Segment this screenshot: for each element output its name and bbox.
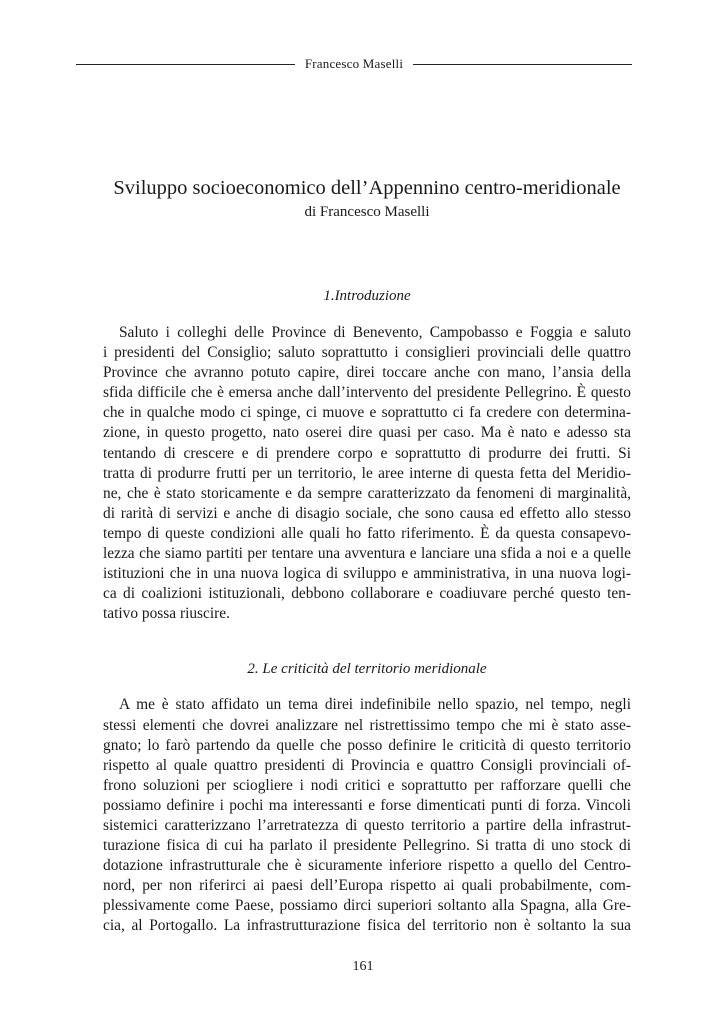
text-line: tempo di queste condizioni alle quali ho fatto riferimento. È da questa consapevo- [103, 524, 631, 542]
running-header [76, 56, 632, 72]
text-line: A me è stato affidato un tema direi indefinibile nello spazio, nel tempo, negli [119, 696, 631, 714]
text-line: Saluto i colleghi delle Province di Benevento, Campobasso e Foggia e saluto [119, 324, 631, 341]
text-line: istituzioni che in una nuova logica di sviluppo e amministrativa, in una nuova logi- [103, 565, 631, 583]
text-line: sistemici caratterizzano l’arretratezza di questo territorio a partire della infrastrut- [103, 816, 631, 834]
text-line: i presidenti del Consiglio; saluto soprattutto i consiglieri provinciali delle quattro [103, 344, 631, 362]
text-line: sfida difficile che è emersa anche dall’intervento del presidente Pellegrino. È questo [103, 384, 631, 402]
text-line: possiamo definire i pochi ma interessanti e forse dimenticati punti di forza. Vincoli [103, 796, 631, 814]
text-line: nord, per non riferirci ai paesi dell’Europa rispetto ai quali probabilmente, com- [103, 877, 631, 895]
text-line: dotazione infrastrutturale che è sicuramente inferiore rispetto a quello del Centro- [103, 857, 631, 875]
text-line: rispetto al quale quattro presidenti di Provincia e quattro Consigli provinciali of- [103, 756, 631, 774]
text-line: zione, in questo progetto, nato oserei dire quasi per caso. Ma è nato e adesso sta [103, 424, 631, 442]
text-line: gnato; lo farò partendo da quelle che posso definire le criticità di questo territorio [103, 736, 631, 754]
text-line: tratta di produrre frutti per un territorio, le aree interne di questa fetta del Meridio- [103, 464, 631, 482]
header-rule-left [76, 64, 295, 65]
text-line: frono soluzioni per sciogliere i nodi critici e soprattutto per rafforzare quelli che [103, 776, 631, 794]
paragraph-criticita [103, 695, 631, 936]
header-rule-right [413, 64, 632, 65]
paragraph-introduzione [103, 323, 631, 624]
text-line: ne, che è stato storicamente e da sempre caratterizzato da fenomeni di marginalità, [103, 484, 631, 502]
article-byline: di Francesco Maselli [304, 204, 430, 220]
section-heading-criticita: 2. Le criticità del territorio meridionale [247, 661, 487, 678]
text-line: cia, al Portogallo. La infrastrutturazione fisica del territorio non è soltanto la sua [103, 917, 631, 935]
page-content [103, 176, 631, 937]
text-line: che in qualche modo ci spinge, ci muove e soprattutto ci fa credere con determina- [103, 404, 631, 422]
text-line: turazione fisica di cui ha parlato il presidente Pellegrino. Si tratta di uno stock di [103, 837, 631, 855]
page-number: 161 [352, 959, 374, 974]
text-line: stessi elementi che dovrei analizzare nel ristrettissimo tempo che mi è stato asse- [103, 716, 631, 734]
text-line: tentando di crescere e di prendere corpo e soprattutto di produrre dei frutti. Si [103, 444, 631, 462]
text-line: Province che avranno potuto capire, direi toccare anche con mano, l’ansia della [103, 364, 631, 382]
running-header-author: Francesco Maselli [304, 56, 404, 71]
section-heading-introduzione: 1.Introduzione [323, 288, 411, 304]
text-line: lezza che siamo partiti per tentare una avventura e lanciare una sfida a noi e a quelle [103, 545, 631, 563]
article-title: Sviluppo socioeconomico dell’Appennino centro-meridionale [113, 177, 621, 199]
text-line: di rarità di servizi e anche di disagio sociale, che sono causa ed effetto allo stesso [103, 504, 631, 522]
text-line: ca di coalizioni istituzionali, debbono collaborare e coadiuvare perché questo ten- [103, 585, 631, 603]
text-line: plessivamente come Paese, possiamo dirci superiori soltanto alla Spagna, alla Gre- [103, 897, 631, 915]
text-line: tativo possa riuscire. [103, 605, 230, 623]
